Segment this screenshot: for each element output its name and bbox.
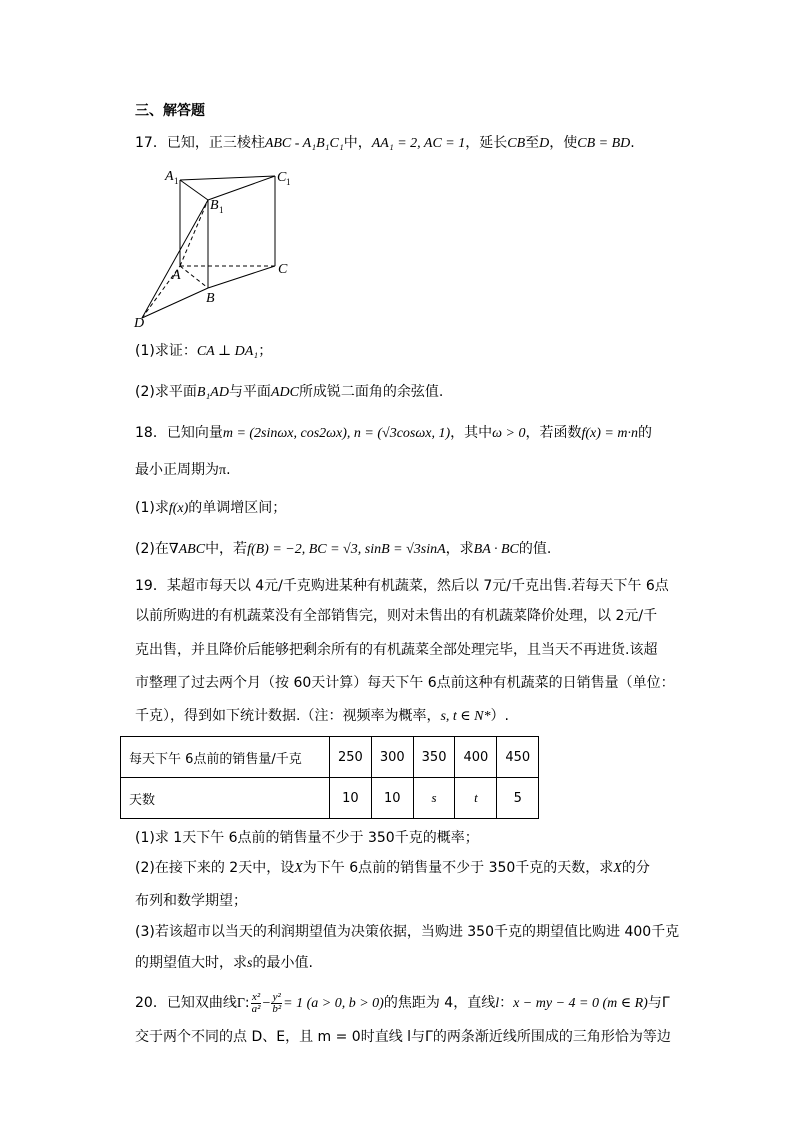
q18-vectors: m = (2sinωx, cos2ωx), n = (√3cosωx, 1) <box>222 426 451 441</box>
table-header-label: 每天下午 6点前的销售量/千克 <box>121 737 330 778</box>
label-b1-sub: 1 <box>219 205 224 215</box>
label-a1-sub: 1 <box>174 176 179 186</box>
label-b: B <box>206 291 215 306</box>
q20-minus: − <box>262 996 271 1011</box>
q17-end: . <box>630 135 635 151</box>
q18-line2-end: . <box>226 462 231 478</box>
q20-text3: 与Γ <box>647 995 670 1011</box>
q20-text1: 已知双曲线 <box>166 995 237 1011</box>
q19-var-s: s <box>247 956 253 971</box>
q19-var-x2: X <box>613 861 622 876</box>
q18-part1-fx: f(x) <box>168 501 189 516</box>
q20-frac-y <box>271 992 282 1015</box>
q18-dot-product: BA · BC <box>473 542 519 557</box>
q19-part2-line2: 布列和数学期望； <box>135 893 247 909</box>
q18-part1 <box>135 498 286 519</box>
q18-text2: ，其中 <box>450 425 493 441</box>
q20-line2: 交于两个不同的点 D、E，且 m = 0时直线 l与Γ的两条渐近线所围成的三角形恰为等边 <box>135 1029 671 1045</box>
q19-var-x: X <box>294 861 303 876</box>
label-c: C <box>278 262 288 277</box>
q17-text: 已知，正三棱柱 <box>166 135 265 151</box>
q18-omega: ω > 0 <box>492 426 526 441</box>
q18-text4: 的 <box>637 425 652 441</box>
q19-part3-b: 的最小值. <box>252 955 313 971</box>
q17-part1-end: ； <box>258 343 273 359</box>
q17-part1-prefix: (1)求证： <box>135 343 197 359</box>
table-row <box>121 737 539 778</box>
prism-figure <box>130 160 300 335</box>
q19-part3-a: 的期望值大时，求 <box>135 955 247 971</box>
q17-part1 <box>135 341 272 362</box>
q19-line1: 19．某超市每天以 4元/千克购进某种有机蔬菜，然后以 7元/千克出售.若每天下午 6点 <box>135 578 669 594</box>
q17-part2-end: 所成锐二面角的余弦值. <box>298 384 444 400</box>
label-c1: C <box>277 170 287 185</box>
q17-seg: CB <box>507 136 526 151</box>
q18-part1-prefix: (1)求 <box>135 500 169 516</box>
table-cell: 10 <box>330 778 372 819</box>
q19-line5-text: 千克），得到如下统计数据.（注：视频率为概率， <box>135 708 441 724</box>
q17-condition: AA₁ = 2, AC = 1 <box>371 136 466 151</box>
q17-plane1: B₁AD <box>196 385 229 400</box>
label-a: A <box>172 268 181 283</box>
q19-part2-a: (2)在接下来的 2天中，设 <box>135 860 295 876</box>
q19-part3-line2 <box>135 953 313 974</box>
q20-frac-x <box>251 992 262 1015</box>
section-heading: 三、解答题 <box>135 103 205 119</box>
q19-line4: 市整理了过去两个月（按 60天计算）每天下午 6点前这种有机蔬菜的日销售量（单位： <box>135 675 675 691</box>
q17-point: D <box>539 136 550 151</box>
table-cell: 450 <box>497 737 539 778</box>
q19-line5-math: s, t ∈ N* <box>440 709 491 724</box>
q19-line5-end: ）. <box>490 708 509 724</box>
q18-number: 18． <box>135 425 167 441</box>
q18-text1: 已知向量 <box>166 425 223 441</box>
q18-condition: f(B) = −2, BC = √3, sinB = √3sinA <box>247 542 446 557</box>
q20-number: 20． <box>135 995 167 1011</box>
q18-text3: ，若函数 <box>525 425 582 441</box>
q18-part2-mid: 中，若 <box>205 541 248 557</box>
q17-number: 17． <box>135 135 167 151</box>
label-a1: A <box>165 169 174 184</box>
q19-line5 <box>135 706 509 727</box>
q18-part2 <box>135 539 551 560</box>
q17-part2 <box>135 382 443 403</box>
q19-part2-b: 为下午 6点前的销售量不少于 350千克的天数，求 <box>302 860 614 876</box>
q18-line2: 最小正周期为 <box>135 462 219 478</box>
q20-eq1: = 1 (a > 0, b > 0) <box>283 996 384 1011</box>
table-cell: 400 <box>455 737 497 778</box>
q18-part1-end: 的单调增区间； <box>188 500 287 516</box>
table-cell: 250 <box>330 737 372 778</box>
q17-part1-expr: CA ⊥ DA₁ <box>196 344 259 359</box>
q20-x2: x² <box>251 990 261 1003</box>
table-cell: 350 <box>413 737 455 778</box>
table-row <box>121 778 539 819</box>
label-b1: B <box>210 198 219 213</box>
q19-line3: 克出售，并且降价后能够把剩余所有的有机蔬菜全部处理完毕，且当天不再进货.该超 <box>135 642 658 658</box>
q17-make: ，使 <box>549 135 578 151</box>
q18-part2-end: 的值. <box>518 541 552 557</box>
q19-line2: 以前所购进的有机蔬菜没有全部销售完，则对未售出的有机蔬菜降价处理，以 2元/千 <box>135 608 658 624</box>
q20-colon2: ： <box>499 995 514 1011</box>
table-cell: t <box>455 778 497 819</box>
q20-a2: a² <box>251 1002 261 1015</box>
q17-plane2: ADC <box>270 385 299 400</box>
q19-part2 <box>135 858 650 879</box>
q18-triangle: ∇ABC <box>168 542 206 557</box>
q20-b2: b² <box>272 1002 282 1015</box>
q20-stem <box>135 988 670 1019</box>
q18-pi: π <box>219 463 227 478</box>
q17-to: 至 <box>525 135 540 151</box>
table-cell: s <box>413 778 455 819</box>
q17-mid: 中， <box>343 135 372 151</box>
sales-table <box>120 736 539 819</box>
q17-cont: ，延长 <box>465 135 508 151</box>
q18-part2-prefix: (2)在 <box>135 541 169 557</box>
table-cell: 10 <box>371 778 413 819</box>
q18-stem-line2 <box>135 460 231 481</box>
q17-stem <box>135 133 635 154</box>
q19-part1: (1)求 1天下午 6点前的销售量不少于 350千克的概率； <box>135 830 479 846</box>
q20-line-eq: x − my − 4 = 0 (m ∈ R) <box>513 996 648 1011</box>
q18-stem <box>135 423 652 444</box>
q17-part2-prefix: (2)求平面 <box>135 384 197 400</box>
q19-part2-c: 的分 <box>621 860 650 876</box>
q18-function: f(x) = m·n <box>581 426 638 441</box>
q17-eq: CB = BD <box>577 136 631 151</box>
q20-y2: y² <box>272 990 281 1003</box>
q17-prism: ABC - A₁B₁C₁ <box>264 136 344 151</box>
q20-gamma: Γ <box>236 996 245 1011</box>
table-cell: 5 <box>497 778 539 819</box>
q20-colon: : <box>244 995 250 1011</box>
q18-ask: ，求 <box>445 541 474 557</box>
label-c1-sub: 1 <box>286 177 291 187</box>
q17-part2-mid: 与平面 <box>228 384 271 400</box>
table-days-label: 天数 <box>121 778 330 819</box>
label-d: D <box>134 316 145 331</box>
q20-line-l: l <box>495 996 500 1011</box>
q20-text2: 的焦距为 4，直线 <box>383 995 496 1011</box>
q19-part3-line1: (3)若该超市以当天的利润期望值为决策依据，当购进 350千克的期望值比购进 400千克 <box>135 924 680 940</box>
table-cell: 300 <box>371 737 413 778</box>
